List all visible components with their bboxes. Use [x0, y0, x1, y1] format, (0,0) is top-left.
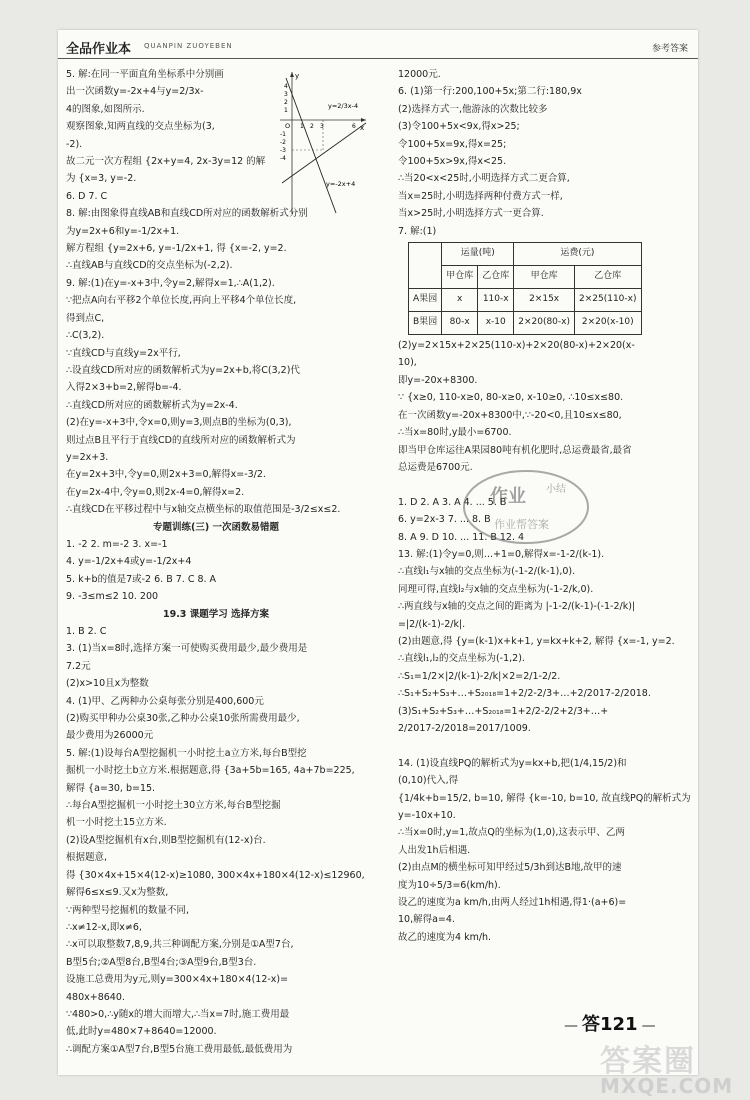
text-line: 解方程组 {y=2x+6, y=-1/2x+1, 得 {x=-2, y=2. [66, 243, 287, 255]
text-line: 在y=2x-4中,令y=0,则2x-4=0,解得x=2. [66, 486, 245, 498]
text-line: 即y=-20x+8300. [398, 374, 478, 386]
text-line: 4的图象,如图所示. [66, 103, 145, 115]
text-line: 机一小时挖土15立方米. [66, 817, 167, 829]
text-line [398, 737, 692, 754]
table-cell: x-10 [478, 312, 514, 335]
text-line: ∵把点A向右平移2个单位长度,再向上平移4个单位长度, [66, 295, 297, 307]
tick-label: 4 [284, 83, 288, 90]
text-line: 设施工总费用为y元,则y=300×4x+180×4(12-x)= [66, 974, 289, 986]
tick-label: 3 [284, 91, 288, 98]
text-line: 5. 解:在同一平面直角坐标系中分别画 [66, 69, 224, 80]
tick-label: -1 [280, 131, 286, 138]
table-header-cell: 甲仓库 [514, 266, 575, 289]
text-line: 4. y=-1/2x+4或y=-1/2x+4 [66, 556, 192, 568]
text-line: {1/4k+b=15/2, b=10, 解得 {k=-10, b=10, 故直线PQ的解析式为 [398, 792, 691, 804]
text-line: 掘机一小时挖土b立方米.根据题意,得 {3a+5b=165, 4a+7b=225, [66, 765, 355, 777]
section-heading: 19.3 课题学习 选择方案 [162, 608, 270, 620]
text-line: ∴S₁+S₂+S₃+…+S₂₀₁₈=1+2/2-2/3+…+2/2017-2/2018. [398, 688, 651, 700]
text-line: ∴x≠12-x,即x≠6, [66, 921, 142, 933]
text-line: 得 {30×4x+15×4(12-x)≥1080, 300×4x+180×4(12-x)≤12960, [66, 869, 365, 881]
text-line: (2)选择方式一,他游泳的次数比较多 [398, 103, 548, 115]
text-line: B型5台;②A型8台,B型4台;③A型9台,B型3台. [66, 956, 257, 968]
text-line: 12000元. [398, 69, 441, 80]
text-line: ∵两种型号挖掘机的数量不同, [66, 904, 190, 916]
page-header [58, 30, 698, 59]
text-line: 在y=2x+3中,令y=0,则2x+3=0,解得x=-3/2. [66, 469, 266, 481]
text-line: 当x=25时,小明选择两种付费方式一样, [398, 190, 563, 202]
stamp-overlay [456, 462, 596, 552]
text-line: 1. B 2. C [66, 626, 107, 637]
text-line: (2)由点M的横坐标可知甲经过5/3h到达B地,故甲的速 [398, 862, 622, 874]
y-axis-arrow [290, 72, 294, 77]
watermark-logo: 答案圈 [600, 1044, 696, 1079]
text-line: 令100+5x=9x,得x=25; [398, 138, 507, 150]
table-header-cell: 运量(吨) [442, 243, 514, 266]
text-line: 入得2×3+b=2,解得b=-4. [66, 382, 182, 394]
page-number-text: 答121 [582, 1014, 638, 1035]
table-cell: 80-x [442, 312, 478, 335]
text-line: 为 {x=3, y=-2. [66, 173, 137, 185]
text-line: 故二元一次方程组 {2x+y=4, 2x-3y=12 的解 [66, 156, 266, 168]
tick-label: 2 [284, 99, 288, 106]
stamp-ring [464, 471, 588, 543]
table-header-row [409, 243, 642, 266]
watermark-url: MXQE.COM [600, 1074, 734, 1098]
text-line: ∴当x=0时,y=1,故点Q的坐标为(1,0),这表示甲、乙两 [398, 827, 625, 839]
text-line: (2)设A型挖掘机有x台,则B型挖掘机有(12-x)台. [66, 834, 266, 846]
text-line: ∴直线AB与直线CD的交点坐标为(-2,2). [66, 260, 233, 272]
brand-english: QUANPIN ZUOYEBEN [144, 42, 233, 50]
page-number: — 答121 — [564, 1014, 656, 1035]
text-line: y=2x+3. [66, 451, 109, 463]
text-line: 度为10÷5/3=6(km/h). [398, 879, 501, 891]
text-line: 10), [398, 357, 417, 369]
text-line: 8. 解:由图象得直线AB和直线CD所对应的函数解析式分别 [66, 208, 308, 220]
text-line: ∵直线CD与直线y=2x平行, [66, 347, 181, 359]
answer-page [58, 30, 698, 1075]
tick-label: 1 [284, 107, 288, 114]
text-line: ∴设直线CD所对应的函数解析式为y=2x+b,将C(3,2)代 [66, 364, 300, 376]
text-line: y=-10x+10. [398, 810, 456, 822]
text-line: ∴直线l₁与x轴的交点坐标为(-1-2/(k-1),0). [398, 566, 576, 578]
tick-label: -3 [280, 147, 286, 154]
table-cell: 2×20(x-10) [575, 312, 642, 335]
text-line: 得到点C, [66, 312, 105, 324]
text-line: 设乙的速度为a km/h,由两人经过1h相遇,得1·(a+6)= [398, 897, 627, 909]
table-cell: 2×20(80-x) [514, 312, 575, 335]
table-cell: 2×15x [514, 289, 575, 312]
text-line: 2/2017-2/2018=2017/1009. [398, 723, 531, 734]
table-header-cell: 运费(元) [514, 243, 641, 266]
line-y-neg2x-plus4 [286, 78, 336, 213]
text-line: (2)y=2×15x+2×25(110-x)+2×20(80-x)+2×20(x- [398, 340, 635, 352]
text-line: 6. D 7. C [66, 190, 108, 202]
text-line: ∴两直线与x轴的交点之间的距离为 |-1-2/(k-1)-(-1-2/k)| [398, 601, 636, 613]
text-line: ∴直线CD在平移过程中与x轴交点横坐标的取值范围是-3/2≤x≤2. [66, 504, 341, 516]
section-heading: 专题训练(三) 一次函数易错题 [153, 521, 279, 533]
text-line: ∵ {x≥0, 110-x≥0, 80-x≥0, x-10≥0, ∴10≤x≤80. [398, 392, 624, 404]
text-line: 当x>25时,小明选择方式一更合算. [398, 208, 544, 220]
text-line: 5. 解:(1)设每台A型挖掘机一小时挖土a立方米,每台B型挖 [66, 747, 307, 759]
text-line: 则过点B且平行于直线CD的直线所对应的函数解析式为 [66, 434, 296, 446]
stamp-text: 作业帮答案 [494, 518, 549, 531]
line-y-2-3x-minus4 [282, 123, 366, 183]
text-line: 1. -2 2. m=-2 3. x=-1 [66, 538, 168, 550]
table-row [409, 289, 642, 312]
axis-label: x [360, 124, 365, 132]
text-line: 同理可得,直线l₂与x轴的交点坐标为(-1-2/k,0). [398, 583, 594, 595]
text-line: 故乙的速度为4 km/h. [398, 931, 492, 943]
text-line: 根据题意, [66, 852, 108, 864]
tick-label: -4 [280, 155, 286, 162]
line-label: y=-2x+4 [326, 180, 356, 188]
text-line: (2)x>10且x为整数 [66, 678, 149, 690]
table-header-cell: 乙仓库 [575, 266, 642, 289]
text-line: 低,此时y=480×7+8640=12000. [66, 1026, 217, 1038]
text-line: 令100+5x>9x,得x<25. [398, 156, 507, 168]
coordinate-figure [276, 68, 368, 218]
text-line: =|2/(k-1)-2/k|. [398, 618, 466, 630]
table-cell: 110-x [478, 289, 514, 312]
table-row [409, 312, 642, 335]
text-line: 6. y=2x-3 7. ... 8. B [398, 514, 491, 526]
text-line: 13. 解:(1)令y=0,则...+1=0,解得x=-1-2/(k-1). [398, 548, 605, 560]
text-line: 观察图象,知两直线的交点坐标为(3, [66, 121, 215, 133]
text-line: ∴S₁=1/2×|2/(k-1)-2/k|×2=2/1-2/2. [398, 670, 561, 682]
text-line: 总运费是6700元. [398, 461, 473, 473]
text-line: 3. (1)当x=8时,选择方案一可使购买费用最少,最少费用是 [66, 643, 308, 655]
text-line: 14. (1)设直线PQ的解析式为y=kx+b,把(1/4,15/2)和 [398, 757, 627, 769]
text-line: ∵480>0,∴y随x的增大而增大,∴当x=7时,施工费用最 [66, 1008, 290, 1020]
text-line: ∴当x=80时,y最小=6700. [398, 427, 512, 439]
tick-label: 2 [310, 123, 314, 130]
table-header-cell: 甲仓库 [442, 266, 478, 289]
text-line: 解得 {a=30, b=15. [66, 782, 156, 794]
tick-label: 1 [300, 123, 304, 130]
text-line: -2). [66, 138, 83, 150]
text-line: 最少费用为26000元 [66, 730, 154, 742]
stamp-text: 作业 [490, 486, 526, 507]
text-line: 7.2元 [66, 660, 91, 672]
text-line: 9. -3≤m≤2 10. 200 [66, 591, 159, 603]
text-line: (3)令100+5x<9x,得x>25; [398, 121, 520, 133]
stamp-text: 小结 [546, 484, 566, 495]
header-section-label: 参考答案 [651, 44, 688, 54]
x-axis-arrow [361, 118, 366, 122]
text-line: 出一次函数y=-2x+4与y=2/3x- [66, 86, 204, 98]
line-label: y=2/3x-4 [328, 102, 359, 110]
table-cell: x [442, 289, 478, 312]
text-line: (0,10)代入,得 [398, 775, 459, 787]
text-line: 即当甲仓库运往A果园80吨有机化肥时,总运费最省,最省 [398, 444, 632, 456]
tick-label: 3 [320, 123, 324, 130]
tick-label: -2 [280, 139, 286, 146]
text-line: 6. (1)第一行:200,100+5x;第二行:180,9x [398, 86, 582, 98]
text-line: 7. 解:(1) [398, 225, 437, 237]
text-line: 解得6≤x≤9.又x为整数, [66, 887, 169, 899]
text-line: ∴当20<x<25时,小明选择方式二更合算, [398, 173, 570, 185]
text-line: (2)由题意,得 {y=(k-1)x+k+1, y=kx+k+2, 解得 {x=-1, y=2. [398, 635, 675, 647]
text-line: 10,解得a=4. [398, 914, 455, 926]
brand-title: 全品作业本 [66, 42, 132, 57]
text-line: 4. (1)甲、乙两种办公桌每张分别是400,600元 [66, 695, 264, 707]
text-line: 480x+8640. [66, 991, 125, 1003]
text-line: 1. D 2. A 3. A 4. ... 5. B [398, 496, 507, 508]
transport-table [408, 242, 642, 335]
table-header-cell: 乙仓库 [478, 266, 514, 289]
text-line: ∴C(3,2). [66, 330, 105, 342]
tick-label: 6 [352, 123, 356, 130]
text-line: ∴x可以取整数7,8,9,共三种调配方案,分别是①A型7台, [66, 939, 294, 951]
table-header-row [409, 266, 642, 289]
text-line: 9. 解:(1)在y=-x+3中,令y=2,解得x=1,∴A(1,2). [66, 277, 275, 289]
text-line: 人出发1h后相遇. [398, 844, 471, 856]
text-line: ∴直线l₁,l₂的交点坐标为(-1,2). [398, 653, 525, 665]
origin-label: O [285, 122, 291, 130]
text-line: (2)在y=-x+3中,令x=0,则y=3,则点B的坐标为(0,3), [66, 417, 292, 429]
text-line: 为y=2x+6和y=-1/2x+1. [66, 225, 180, 237]
text-line: ∴调配方案①A型7台,B型5台施工费用最低,最低费用为 [66, 1043, 293, 1055]
text-line: ∴每台A型挖掘机一小时挖土30立方米,每台B型挖掘 [66, 800, 281, 812]
table-cell: 2×25(110-x) [575, 289, 642, 312]
table-corner-cell [409, 243, 442, 289]
text-line: 在一次函数y=-20x+8300中,∵-20<0,且10≤x≤80, [398, 409, 622, 421]
table-cell: A果园 [409, 289, 442, 312]
axis-label: y [295, 72, 300, 80]
text-line: ∴直线CD所对应的函数解析式为y=2x-4. [66, 399, 238, 411]
text-line: 5. k+b的值是7或-2 6. B 7. C 8. A [66, 573, 217, 585]
text-line: (2)购买甲种办公桌30张,乙种办公桌10张所需费用最少, [66, 713, 300, 725]
text-line: (3)S₁+S₂+S₃+…+S₂₀₁₈=1+2/2-2/2+2/3+…+ [398, 705, 609, 717]
text-line: 8. A 9. D 10. ... 11. B 12. 4 [398, 531, 525, 543]
table-cell: B果园 [409, 312, 442, 335]
